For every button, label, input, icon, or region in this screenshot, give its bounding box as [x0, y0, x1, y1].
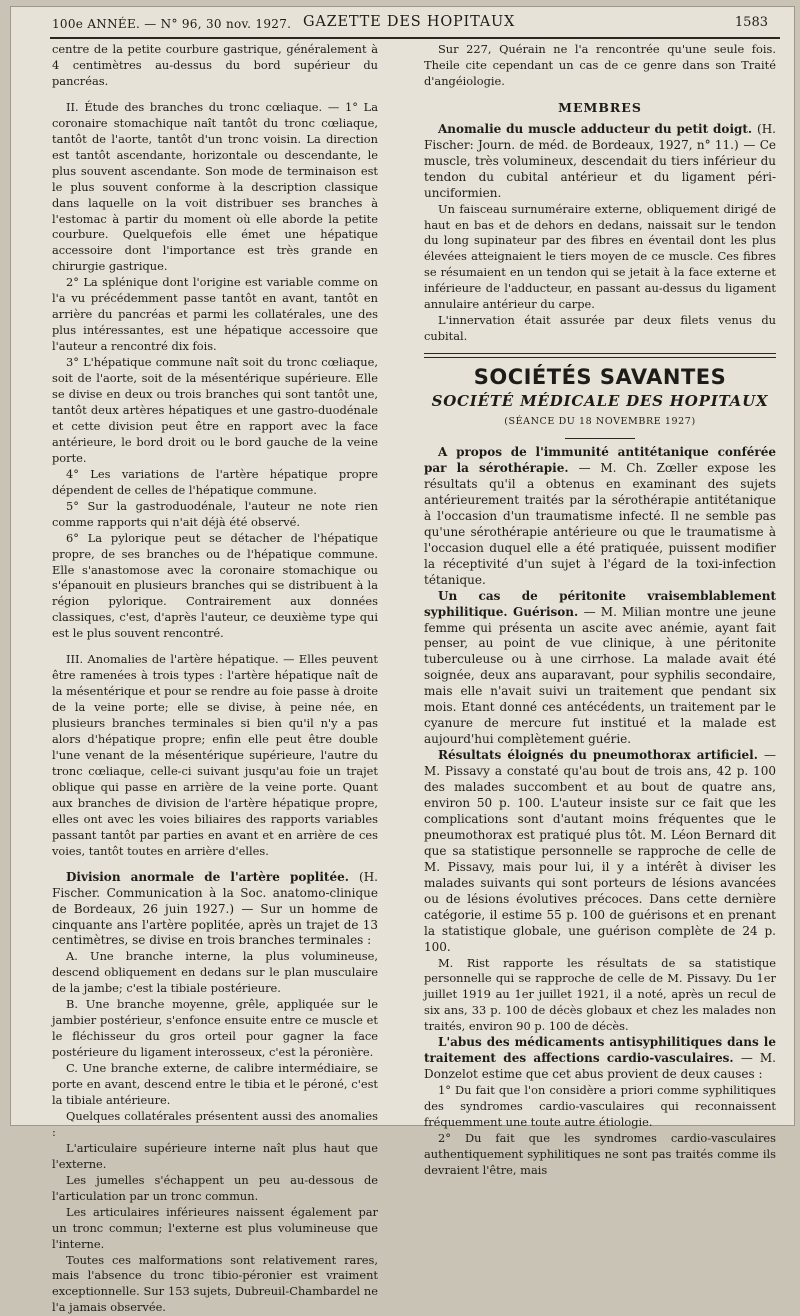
paragraph: Toutes ces malformations sont relativement rares, mais l'absence du tronc tibio-péronier est vraiment exceptionnelle. Sur 153 sujets, Dubreuil-Chambardel ne l'a jamais observée.: [52, 1252, 378, 1315]
short-rule: [565, 438, 635, 439]
paragraph: II. Étude des branches du tronc cœliaque. — 1° La coronaire stomachique naît tantôt du tronc cœliaque, tantôt de l'aorte, tantôt d'un tronc voisin. La direction est tantôt ascendante, horizontale ou descendante, le plus souvent ascendante. Son mode de terminaison est le plus souvent conforme à la description classique dans laquelle on la voit distribuer ses branches à l'estomac à partir du moment où elle aborde la petite courbure. Quelquefois elle émet une hépatique accessoire dont l'importance est très grande en chirurgie gastrique.: [52, 99, 378, 274]
article-source: (H. Fischer: Journ. de méd. de Bordeaux, 1927, n° 11.): [424, 121, 776, 152]
article-title: Un cas de péritonite vraisemblablement syphilitique. Guérison.: [424, 588, 776, 619]
paragraph: A. Une branche interne, la plus volumineuse, descend obliquement en dedans sur le plan musculaire de la jambe; c'est la tibiale postérieure.: [52, 949, 378, 996]
paragraph: 3° L'hépatique commune naît soit du tronc cœliaque, soit de l'aorte, soit de la mésentérique supérieure. Elle se divise en deux ou trois branches qui sont tantôt une, tantôt deux artères hépatiques et une gastro-duodénale et cette division peut être en rapport avec la face antérieure, le bord droit ou le bord gauche de la veine porte.: [52, 355, 378, 465]
paragraph: 2° La splénique dont l'origine est variable comme on l'a vu précédemment passe tantôt en avant, tantôt en arrière du pancréas et parmi les collatérales, une des plus intéressantes, est une hépatique accessoire que l'auteur a rencontré dix fois.: [52, 275, 378, 354]
left-column: [52, 42, 379, 1315]
article-title: L'abus des médicaments antisyphilitiques dans le traitement des affections cardio-vasculaires.: [424, 1035, 776, 1066]
article-heading: [424, 122, 776, 202]
article-heading: [424, 445, 776, 589]
paragraph: Sur 227, Quérain ne l'a rencontrée qu'une seule fois. Theile cite cependant un cas de ce genre dans son Traité d'angéiologie.: [424, 42, 776, 88]
article-title: Résultats éloignés du pneumothorax artificiel.: [438, 748, 758, 763]
session-date: (SÉANCE DU 18 NOVEMBRE 1927): [504, 416, 696, 428]
issue-info: 100e ANNÉE. — N° 96, 30 nov. 1927.: [52, 17, 292, 31]
header-rule: [50, 37, 780, 39]
article-heading: [424, 589, 776, 749]
paragraph: L'innervation était assurée par deux filets venus du cubital.: [424, 313, 776, 344]
article-body: — Sur un homme de cinquante ans l'artère poplitée, après un trajet de 13 centimètres, se divise en trois branches terminales :: [52, 901, 379, 948]
article-title: Division anormale de l'artère poplitée.: [66, 869, 349, 884]
page-header: [38, 10, 778, 38]
section-title: SOCIÉTÉS SAVANTES: [473, 365, 727, 390]
journal-title: GAZETTE DES HOPITAUX: [303, 14, 516, 30]
article-body: — M. Pissavy a constaté qu'au bout de trois ans, 42 p. 100 des malades succombent et au bout de quatre ans, environ 50 p. 100. L'auteur insiste sur ce fait que les complications sont d'autant moins fréquentes que le pneumothorax est pratiqué plus tôt. M. Léon Bernard dit que sa statistique personnelle se rapproche de celle de M. Pissavy, mais pour lui, il y a intérêt à diviser les malades suivants qui sont porteurs de lésions avancées ou de lésions évolutives précoces. Dans cette dernière catégorie, il estime 55 p. 100 de guérisons et en prenant la statistique globale, une guérison complète de 24 p. 100.: [424, 748, 776, 954]
paragraph: III. Anomalies de l'artère hépatique. — Elles peuvent être ramenées à trois types : l'artère hépatique naît de la mésentérique et pour se rendre au foie passe à droite de la veine porte; elle se divise, à peine née, en plusieurs branches terminales si bien qu'il n'y a pas alors d'hépatique propre; enfin elle peut être double l'une venant de la mésentérique supérieure, l'autre du tronc cœliaque, celle-ci suivant jusqu'au foie un trajet oblique qui passe en arrière de la veine porte. Quant aux branches de division de l'artère hépatique propre, elles ont avec les voies biliaires des rapports variables passant tantôt par parties en avant et en arrière de ces voies, tantôt toutes en arrière d'elles.: [52, 652, 378, 858]
article-title: A propos de l'immunité antitétanique conférée par la sérothérapie.: [424, 445, 776, 475]
paragraph: 2° Du fait que les syndromes cardio-vasculaires authentiquement syphilitiques ne sont pas traités comme ils devraient l'être, mais: [424, 1131, 776, 1177]
article-title: Anomalie du muscle adducteur du petit doigt.: [438, 121, 753, 136]
paragraph: Un faisceau surnuméraire externe, obliquement dirigé de haut en bas et de dehors en dedans, naissait sur le tendon du long supinateur par des fibres en éventail dont les plus élevées atteignaient le tiers moyen de ce muscle. Ces fibres se résumaient en un tendon qui se jetait à la face externe et inférieure de l'adducteur, en passant au-dessus du ligament annulaire antérieur du carpe.: [424, 201, 776, 312]
paragraph: 4° Les variations de l'artère hépatique propre dépendent de celles de l'hépatique commune.: [52, 466, 378, 497]
article-source: (H. Fischer. Communication à la Soc. anatomo-clinique de Bordeaux, 26 juin 1927.): [52, 869, 378, 916]
paragraph: Quelques collatérales présentent aussi des anomalies :: [52, 1108, 378, 1139]
paragraph: 5° Sur la gastroduodénale, l'auteur ne note rien comme rapports qui n'ait déjà été observé.: [52, 498, 378, 529]
article-body: — M. Donzelot estime que cet abus provient de deux causes :: [424, 1051, 776, 1082]
article-body: — M. Ch. Zœller expose les résultats qu'il a obtenus en examinant des sujets antérieurement traités par la sérothérapie antitétanique à l'occasion d'un traumatisme infecté. Il ne semble pas qu'une sérothérapie antérieure ou que le traumatisme à l'occasion duquel elle a été pratiquée, puissent modifier la réceptivité d'un sujet à l'égard de la toxi-infection tétanique.: [424, 460, 777, 587]
paragraph: Les articulaires inférieures naissent également par un tronc commun; l'externe est plus volumineuse que l'interne.: [52, 1204, 378, 1251]
right-column: [424, 42, 777, 1177]
article-body: — M. Milian montre une jeune femme qui présenta un ascite avec anémie, ayant fait penser, au point de vue clinique, à une péritonite tuberculeuse ou à une cirrhose. La malade avait été soignée, deux ans auparavant, pour syphilis secondaire, mais elle n'avait suivi un traitement que pendant six mois. Etant donné ces antécédents, un traitement par le cyanure de mercure fut institué et la malade est aujourd'hui complètement guérie.: [424, 604, 776, 747]
article-heading: [424, 1035, 776, 1083]
society-title: SOCIÉTÉ MÉDICALE DES HOPITAUX: [431, 392, 769, 411]
paragraph: B. Une branche moyenne, grêle, appliquée sur le jambier postérieur, s'enfonce ensuite entre ce muscle et le fléchisseur du gros orteil pour gagner la face postérieure du ligament interosseux, c'est la péronière.: [52, 997, 378, 1060]
article-heading: [424, 748, 776, 955]
paragraph: Les jumelles s'échappent un peu au-dessous de l'articulation par un tronc commun.: [52, 1172, 378, 1203]
paragraph: L'articulaire supérieure interne naît plus haut que l'externe.: [52, 1140, 378, 1171]
paragraph: C. Une branche externe, de calibre intermédiaire, se porte en avant, descend entre le tibia et le péroné, c'est la tibiale antérieure.: [52, 1061, 378, 1107]
paragraph: centre de la petite courbure gastrique, généralement à 4 centimètres au-dessus du bord supérieur du pancréas.: [52, 42, 378, 88]
article-heading: [52, 870, 378, 950]
page-number: 1583: [734, 15, 768, 30]
article-body: — Ce muscle, très volumineux, descendait du tiers inférieur du tendon du cubital antérieur et du ligament péri-unciformien.: [424, 137, 776, 200]
paragraph: 6° La pylorique peut se détacher de l'hépatique propre, de ses branches ou de l'hépatique commune. Elle s'anastomose avec la coronaire stomachique ou s'épanouit en plusieurs branches qui se distribuent à la région pylorique. Contrairement aux données classiques, c'est, d'après l'auteur, ce deuxième type qui est le plus souvent rencontré.: [52, 530, 378, 641]
section-rule: [424, 353, 776, 358]
paragraph: 1° Du fait que l'on considère a priori comme syphilitiques des syndromes cardio-vasculaires qui reconnaissent fréquemment une toute autre étiologie.: [424, 1083, 776, 1130]
paragraph: M. Rist rapporte les résultats de sa statistique personnelle qui se rapproche de celle de M. Pissavy. Du 1er juillet 1919 au 1er juillet 1921, il a noté, après un recul de six ans, 33 p. 100 de décès globaux et chez les malades non traités, environ 90 p. 100 de décès.: [424, 955, 776, 1034]
section-heading: MEMBRES: [558, 99, 642, 115]
